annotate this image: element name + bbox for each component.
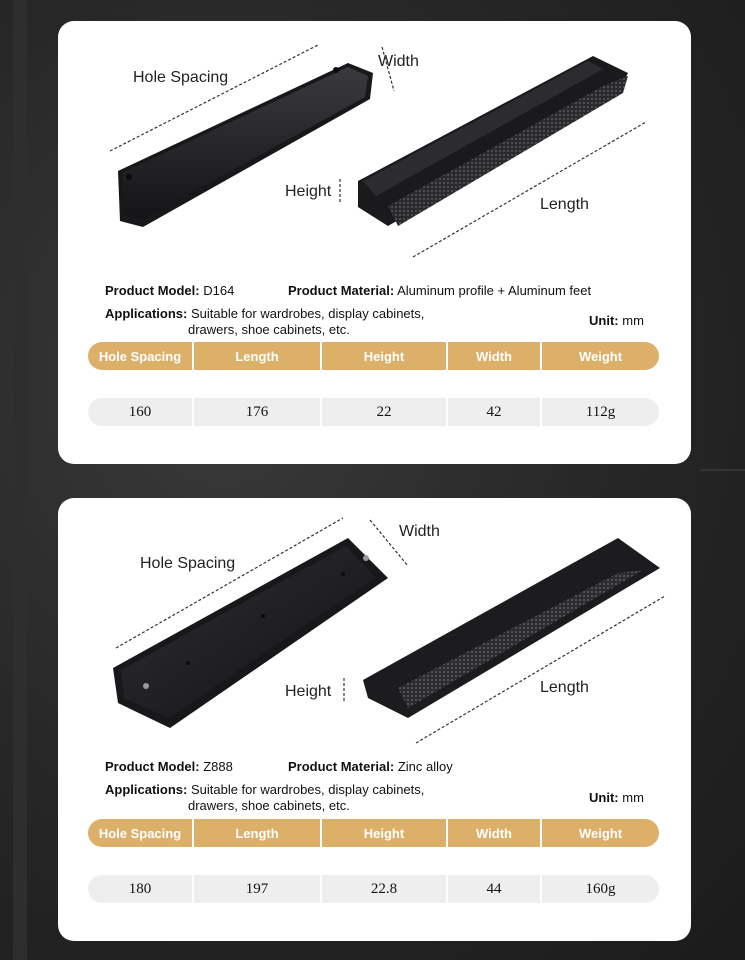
height-label: Height (285, 683, 332, 700)
product-model-value: D164 (203, 283, 235, 298)
value-hole-spacing: 160 (88, 398, 192, 426)
header-height: Height (320, 819, 446, 847)
product-model (105, 283, 234, 299)
value-height: 22.8 (320, 875, 446, 903)
product-model (105, 759, 233, 775)
product-material-value: Zinc alloy (397, 759, 453, 774)
unit-value: mm (622, 790, 644, 805)
header-height: Height (320, 342, 446, 370)
header-weight: Weight (540, 342, 659, 370)
product-material-label: Product Material: (288, 759, 395, 774)
product-material (288, 283, 591, 299)
applications-label: Applications: (105, 306, 188, 321)
unit-value: mm (622, 313, 644, 328)
product-model-label: Product Model: (105, 759, 200, 774)
applications-line1: Suitable for wardrobes, display cabinets, (190, 782, 425, 797)
unit-label: Unit: (589, 313, 619, 328)
value-weight: 160g (540, 875, 659, 903)
applications-line1: Suitable for wardrobes, display cabinets, (190, 306, 425, 321)
handle-back-view (118, 63, 373, 227)
value-width: 42 (446, 398, 540, 426)
spec-value-row (88, 875, 659, 903)
header-hole-spacing: Hole Spacing (88, 819, 192, 847)
value-length: 197 (192, 875, 320, 903)
value-height: 22 (320, 398, 446, 426)
value-weight: 112g (540, 398, 659, 426)
product-model-value: Z888 (203, 759, 233, 774)
product-card-z888 (58, 498, 691, 941)
length-label: Length (540, 679, 589, 696)
applications-line2: drawers, shoe cabinets, etc. (188, 322, 350, 337)
spec-header-row (88, 342, 659, 370)
spec-table-d164 (88, 342, 659, 426)
product-illustration-z888 (58, 498, 691, 748)
width-label: Width (378, 53, 419, 70)
product-material-label: Product Material: (288, 283, 395, 298)
header-hole-spacing: Hole Spacing (88, 342, 192, 370)
hole-spacing-label: Hole Spacing (133, 69, 229, 86)
hole-spacing-label: Hole Spacing (140, 555, 236, 572)
header-length: Length (192, 342, 320, 370)
product-model-label: Product Model: (105, 283, 200, 298)
header-length: Length (192, 819, 320, 847)
product-material (288, 759, 453, 775)
applications (105, 306, 424, 338)
value-length: 176 (192, 398, 320, 426)
spec-header-row (88, 819, 659, 847)
value-width: 44 (446, 875, 540, 903)
product-material-value: Aluminum profile + Aluminum feet (397, 283, 592, 298)
height-label: Height (285, 183, 332, 200)
header-width: Width (446, 819, 540, 847)
handle-front-view (363, 538, 660, 718)
product-card-d164 (58, 21, 691, 464)
width-label: Width (399, 523, 440, 540)
length-label: Length (540, 196, 589, 213)
header-weight: Weight (540, 819, 659, 847)
value-hole-spacing: 180 (88, 875, 192, 903)
spec-table-z888 (88, 819, 659, 903)
applications (105, 782, 424, 814)
unit-label: Unit: (589, 790, 619, 805)
unit (589, 313, 644, 328)
header-width: Width (446, 342, 540, 370)
unit (589, 790, 644, 805)
product-illustration-d164 (58, 21, 691, 271)
spec-value-row (88, 398, 659, 426)
applications-line2: drawers, shoe cabinets, etc. (188, 798, 350, 813)
applications-label: Applications: (105, 782, 188, 797)
